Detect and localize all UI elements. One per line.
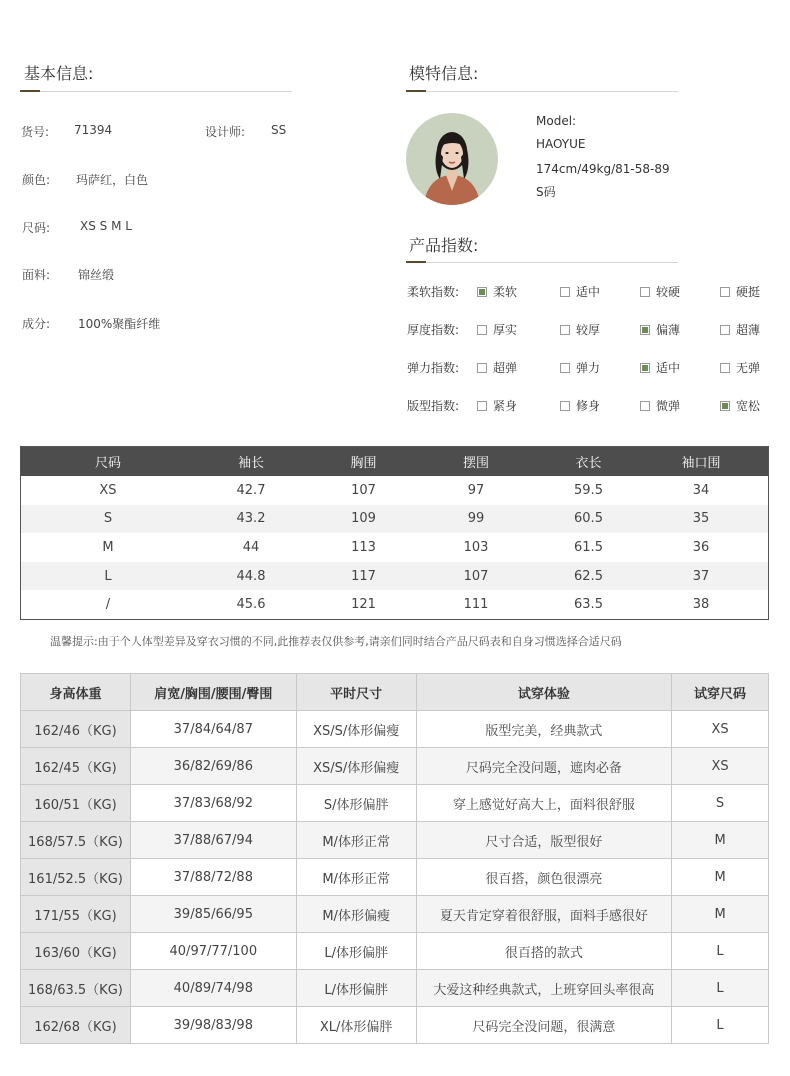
designer-label: 设计师: xyxy=(205,125,246,139)
checkbox-icon[interactable] xyxy=(477,363,487,373)
index-option-label: 微弹 xyxy=(656,399,681,413)
index-option-label: 较硬 xyxy=(656,285,681,299)
trial-cell: 37/88/72/88 xyxy=(130,859,296,896)
size-cell: / xyxy=(105,597,111,613)
trial-cell: 40/97/77/100 xyxy=(130,933,296,970)
size-cell: 42.7 xyxy=(236,482,266,498)
index-option-label: 适中 xyxy=(576,285,601,299)
index-option-label: 适中 xyxy=(656,361,681,375)
checkbox-icon[interactable] xyxy=(560,363,570,373)
trial-cell: XS xyxy=(672,711,769,748)
trial-cell: 很百搭的款式 xyxy=(416,933,672,970)
index-option[interactable] xyxy=(560,359,600,376)
trial-header-cell: 试穿尺码 xyxy=(672,674,769,711)
size-header-cell: 衣长 xyxy=(575,456,602,471)
trial-table-row xyxy=(21,933,769,970)
size-cell: 97 xyxy=(467,482,485,498)
size-cell: 44.8 xyxy=(236,568,266,584)
basic-info-accent xyxy=(20,90,40,92)
index-option[interactable] xyxy=(720,359,760,376)
size-cell: 34 xyxy=(692,482,710,498)
trial-cell: L xyxy=(672,933,769,970)
trial-cell: 尺码完全没问题，遮肉必备 xyxy=(416,748,672,785)
trial-cell: XS xyxy=(672,748,769,785)
size-cell: 109 xyxy=(351,511,376,527)
trial-table-row xyxy=(21,748,769,785)
size-table-header xyxy=(21,447,768,476)
size-value: XS S M L xyxy=(80,219,132,233)
size-cell: 103 xyxy=(463,539,489,555)
trial-cell: 尺码完全没问题，很满意 xyxy=(416,1007,672,1044)
trial-cell: 161/52.5（KG) xyxy=(21,859,131,896)
model-info-accent xyxy=(406,90,426,92)
color-label: 颜色: xyxy=(22,173,51,187)
size-cell: 63.5 xyxy=(574,597,603,613)
model-info-title: 模特信息: xyxy=(409,64,479,83)
trial-cell: L/体形偏胖 xyxy=(296,933,416,970)
trial-cell: 168/63.5（KG) xyxy=(21,970,131,1007)
checkbox-icon[interactable] xyxy=(720,363,730,373)
trial-cell: 穿上感觉好高大上，面料很舒服 xyxy=(416,785,672,822)
model-avatar xyxy=(406,113,498,205)
size-cell: 117 xyxy=(351,568,376,584)
checkbox-icon[interactable] xyxy=(720,287,730,297)
size-header-cell: 摆围 xyxy=(462,456,489,471)
size-cell: 111 xyxy=(463,597,489,613)
size-cell: 99 xyxy=(467,511,485,527)
trial-cell: XS/S/体形偏瘦 xyxy=(296,748,416,785)
trial-cell: 171/55（KG) xyxy=(21,896,131,933)
index-option-label: 超薄 xyxy=(736,323,761,337)
size-cell: 59.5 xyxy=(574,482,603,498)
trial-cell: 37/84/64/87 xyxy=(130,711,296,748)
trial-cell: XS/S/体形偏瘦 xyxy=(296,711,416,748)
size-cell: 107 xyxy=(351,482,376,498)
index-option-label: 紧身 xyxy=(493,399,518,413)
trial-cell: 163/60（KG) xyxy=(21,933,131,970)
trial-cell: M/体形正常 xyxy=(296,822,416,859)
size-cell: M xyxy=(102,539,114,555)
color-value: 玛萨红，白色 xyxy=(76,173,149,187)
checkbox-checked-icon[interactable] xyxy=(720,401,730,411)
index-option[interactable] xyxy=(720,321,760,338)
size-cell: S xyxy=(103,511,113,527)
size-cell: 121 xyxy=(351,597,376,613)
trial-cell: XL/体形偏胖 xyxy=(296,1007,416,1044)
size-header-cell: 胸围 xyxy=(350,456,377,471)
product-index-accent xyxy=(406,261,426,263)
checkbox-icon[interactable] xyxy=(640,287,650,297)
index-option-label: 修身 xyxy=(576,399,601,413)
index-option-label: 硬挺 xyxy=(736,285,761,299)
trial-cell: S xyxy=(672,785,769,822)
trial-cell: L xyxy=(672,970,769,1007)
trial-cell: M/体形偏瘦 xyxy=(296,896,416,933)
trial-cell: 36/82/69/86 xyxy=(130,748,296,785)
trial-cell: 162/68（KG) xyxy=(21,1007,131,1044)
index-row-label: 柔软指数: xyxy=(407,285,460,299)
trial-cell: S/体形偏胖 xyxy=(296,785,416,822)
model-size: S码 xyxy=(536,185,556,199)
size-cell: XS xyxy=(99,482,117,498)
size-tip: 温馨提示:由于个人体型差异及穿衣习惯的不同,此推荐表仅供参考,请亲们同时结合产品尺码表和自身习惯选择合适尺码 xyxy=(50,635,622,648)
checkbox-checked-icon[interactable] xyxy=(640,363,650,373)
trial-cell: 160/51（KG) xyxy=(21,785,131,822)
index-option[interactable] xyxy=(477,397,517,414)
trial-table-body xyxy=(21,711,769,1044)
size-cell: 107 xyxy=(463,568,489,584)
index-option-label: 无弹 xyxy=(736,361,761,375)
index-option-label: 柔软 xyxy=(493,285,518,299)
index-row-label: 版型指数: xyxy=(407,399,460,413)
index-row-label: 弹力指数: xyxy=(407,361,460,375)
trial-cell: 很百搭，颜色很漂亮 xyxy=(416,859,672,896)
trial-header-cell: 试穿体验 xyxy=(416,674,672,711)
size-table-row xyxy=(21,505,768,534)
basic-info-title: 基本信息: xyxy=(24,64,94,83)
index-option[interactable] xyxy=(640,359,680,376)
trial-cell: 夏天肯定穿着很舒服，面料手感很好 xyxy=(416,896,672,933)
product-index-divider xyxy=(406,262,678,263)
index-row-label: 厚度指数: xyxy=(407,323,460,337)
trial-cell: 37/83/68/92 xyxy=(130,785,296,822)
size-table xyxy=(20,446,769,620)
checkbox-checked-icon[interactable] xyxy=(477,287,487,297)
size-cell: 113 xyxy=(351,539,376,555)
size-table-row xyxy=(21,533,768,562)
basic-info-divider xyxy=(20,91,292,92)
size-cell: 37 xyxy=(692,568,710,584)
index-option-label: 偏薄 xyxy=(656,323,681,337)
index-option[interactable] xyxy=(560,321,600,338)
fabric-label: 面料: xyxy=(22,268,51,282)
trial-header-cell: 身高体重 xyxy=(21,674,131,711)
trial-cell: 版型完美，经典款式 xyxy=(416,711,672,748)
trial-cell: 162/46（KG) xyxy=(21,711,131,748)
checkbox-checked-icon[interactable] xyxy=(640,325,650,335)
index-option-label: 超弹 xyxy=(493,361,518,375)
index-option-label: 较厚 xyxy=(576,323,601,337)
fabric-value: 锦丝缎 xyxy=(78,268,115,282)
size-table-body xyxy=(21,476,768,619)
designer-value: SS xyxy=(271,123,287,137)
trial-table-row xyxy=(21,970,769,1007)
item-no-value: 71394 xyxy=(74,123,113,137)
trial-table-row xyxy=(21,822,769,859)
index-option[interactable] xyxy=(477,359,517,376)
trial-header-cell: 肩宽/胸围/腰围/臀围 xyxy=(130,674,296,711)
item-no-label: 货号: xyxy=(21,125,50,139)
checkbox-icon[interactable] xyxy=(477,401,487,411)
trial-cell: M/体形正常 xyxy=(296,859,416,896)
trial-cell: 尺寸合适，版型很好 xyxy=(416,822,672,859)
trial-cell: L/体形偏胖 xyxy=(296,970,416,1007)
trial-table-row xyxy=(21,859,769,896)
trial-header-cell: 平时尺寸 xyxy=(296,674,416,711)
checkbox-icon[interactable] xyxy=(560,287,570,297)
trial-cell: 39/85/66/95 xyxy=(130,896,296,933)
size-cell: 61.5 xyxy=(574,539,603,555)
size-header-cell: 尺码 xyxy=(94,456,121,471)
checkbox-icon[interactable] xyxy=(560,401,570,411)
trial-cell: M xyxy=(672,822,769,859)
size-cell: 36 xyxy=(692,539,710,555)
size-header-cell: 袖长 xyxy=(237,456,264,471)
index-option-label: 弹力 xyxy=(576,361,601,375)
index-option-label: 宽松 xyxy=(736,399,761,413)
trial-cell: M xyxy=(672,896,769,933)
size-header-cell: 袖口围 xyxy=(681,456,721,471)
checkbox-icon[interactable] xyxy=(640,401,650,411)
trial-cell: 37/88/67/94 xyxy=(130,822,296,859)
index-option[interactable] xyxy=(640,321,680,338)
size-cell: L xyxy=(104,568,112,584)
product-index-title: 产品指数: xyxy=(409,236,479,255)
trial-table-row xyxy=(21,896,769,933)
trial-cell: 39/98/83/98 xyxy=(130,1007,296,1044)
trial-cell: M xyxy=(672,859,769,896)
size-table-row xyxy=(21,476,768,505)
composition-label: 成分: xyxy=(22,317,51,331)
size-cell: 62.5 xyxy=(574,568,603,584)
model-info-divider xyxy=(406,91,678,92)
composition-value: 100%聚酯纤维 xyxy=(78,317,161,331)
model-name: HAOYUE xyxy=(536,137,586,151)
model-measurements: 174cm/49kg/81-58-89 xyxy=(536,162,670,176)
model-label: Model: xyxy=(536,114,577,128)
index-option-label: 厚实 xyxy=(493,323,518,337)
trial-table xyxy=(20,673,769,1044)
size-cell: 38 xyxy=(692,597,710,613)
trial-table-row xyxy=(21,1007,769,1044)
size-label: 尺码: xyxy=(22,221,51,235)
size-table-row xyxy=(21,562,768,591)
trial-cell: 40/89/74/98 xyxy=(130,970,296,1007)
checkbox-icon[interactable] xyxy=(720,325,730,335)
trial-cell: 162/45（KG) xyxy=(21,748,131,785)
checkbox-icon[interactable] xyxy=(560,325,570,335)
checkbox-icon[interactable] xyxy=(477,325,487,335)
index-option[interactable] xyxy=(477,283,517,300)
size-cell: 44 xyxy=(242,539,260,555)
trial-cell: 168/57.5（KG) xyxy=(21,822,131,859)
size-cell: 60.5 xyxy=(574,511,603,527)
index-option[interactable] xyxy=(560,283,600,300)
index-option[interactable] xyxy=(477,321,517,338)
trial-table-row xyxy=(21,785,769,822)
size-table-row xyxy=(21,590,768,619)
size-cell: 45.6 xyxy=(236,597,266,613)
size-cell: 43.2 xyxy=(236,511,266,527)
trial-table-header xyxy=(21,674,769,711)
size-cell: 35 xyxy=(692,511,710,527)
trial-cell: L xyxy=(672,1007,769,1044)
trial-cell: 大爱这种经典款式，上班穿回头率很高 xyxy=(416,970,672,1007)
index-option[interactable] xyxy=(720,397,760,414)
index-option[interactable] xyxy=(640,283,680,300)
trial-table-row xyxy=(21,711,769,748)
index-option[interactable] xyxy=(560,397,600,414)
index-option[interactable] xyxy=(720,283,760,300)
index-option[interactable] xyxy=(640,397,680,414)
